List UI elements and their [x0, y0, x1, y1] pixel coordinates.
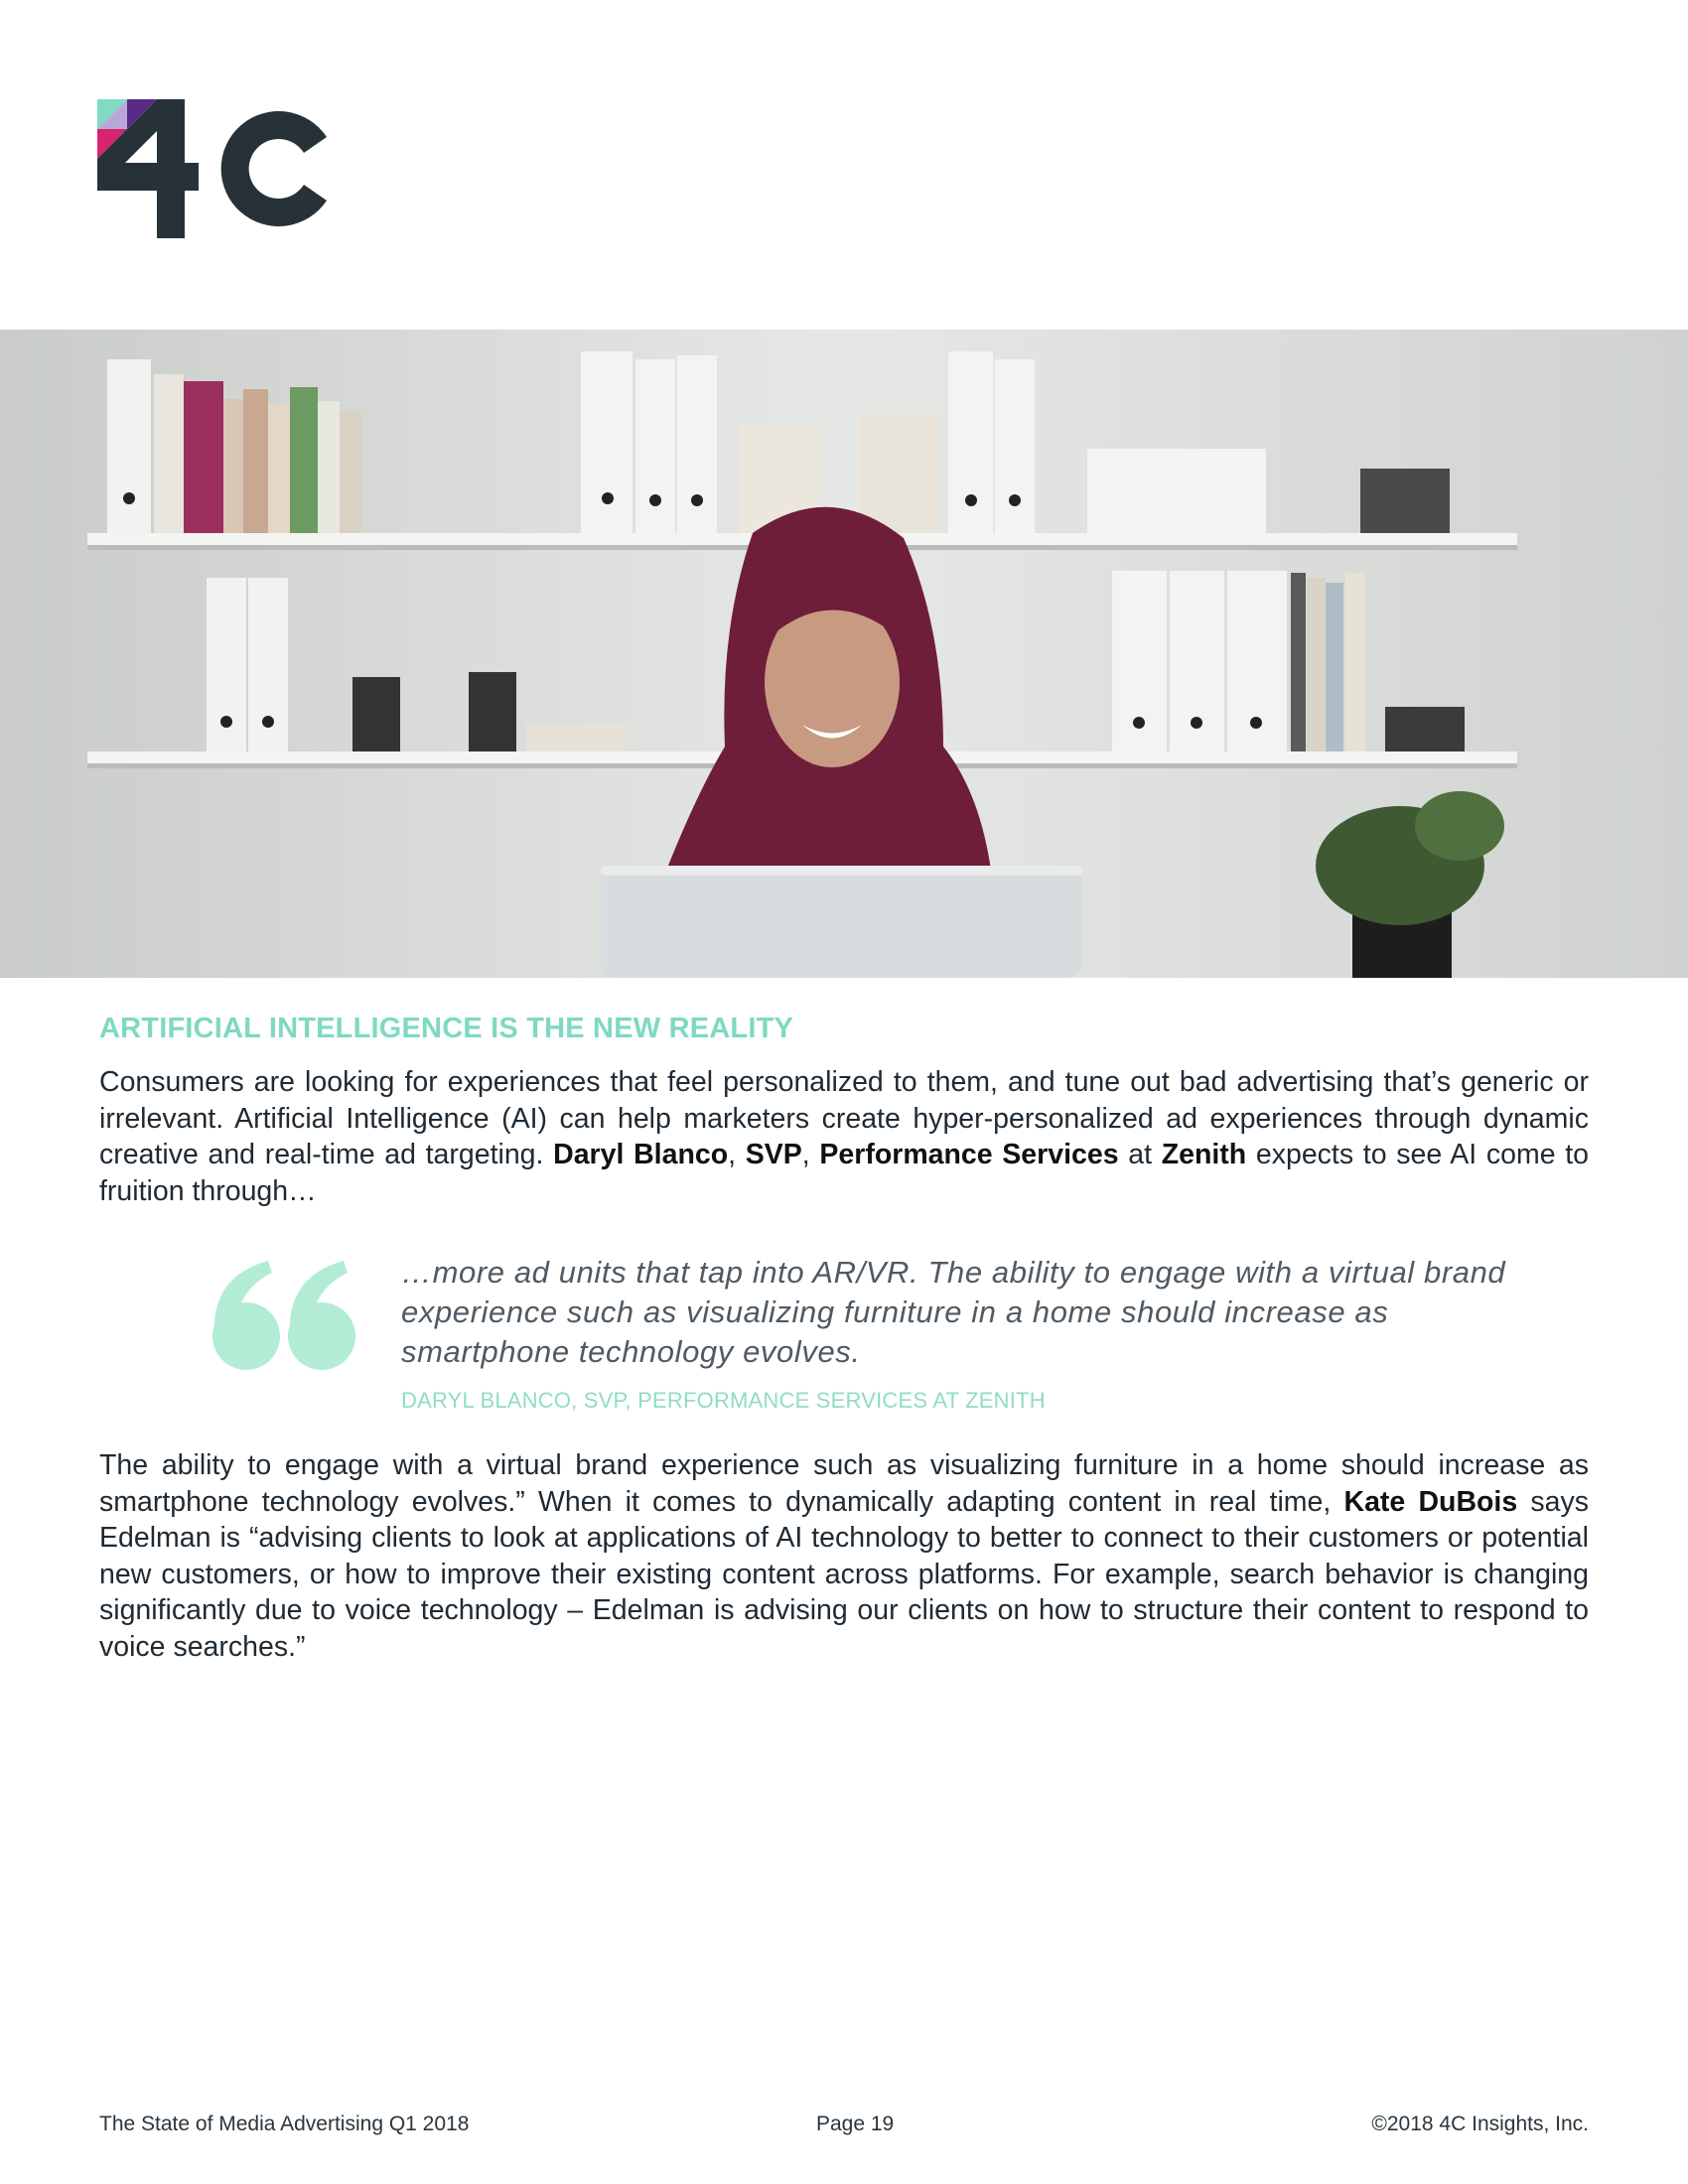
company-logo — [97, 99, 336, 248]
page-number: Page 19 — [816, 2113, 895, 2135]
company-name: Zenith — [1161, 1139, 1247, 1170]
intro-paragraph: Consumers are looking for experiences that feel personalized to them, and tune out bad advertising that’s generic or irrelevant. Artificial Intelligence (AI) can help marketers create hyper-personalized ad experiences through dynamic creative and real-time ad targeting. Daryl Blanco, SVP, Performance Services at Zenith expects to see AI come to fruition through… — [99, 1066, 1590, 1207]
person-name: Daryl Blanco — [553, 1139, 729, 1170]
department: Performance Services — [819, 1139, 1119, 1170]
hero-photo — [0, 330, 1688, 978]
pull-quote: …more ad units that tap into AR/VR. The ability to engage with a virtual brand experience such as visualizing furniture in a home should increase as smartphone technology evolves. — [401, 1255, 1506, 1369]
quote-attribution: DARYL BLANCO, SVP, PERFORMANCE SERVICES AT ZENITH — [401, 1388, 1046, 1413]
body-paragraph: The ability to engage with a virtual brand experience such as visualizing furniture in a home should increase as smartphone technology evolves.” When it comes to dynamically adapting content in real time, Kate DuBois says Edelman is “advising clients to look at applications of AI technology to better to connect to their customers or potential new customers, or how to improve their existing content across platforms. For example, search behavior is changing significantly due to voice technology – Edelman is advising our clients on how to structure their content to respond to voice searches.” — [99, 1449, 1589, 1663]
person-title: SVP — [745, 1139, 802, 1170]
section-title: ARTIFICIAL INTELLIGENCE IS THE NEW REALITY — [99, 1013, 794, 1044]
copyright: ©2018 4C Insights, Inc. — [1371, 2113, 1589, 2135]
footer-report-title: The State of Media Advertising Q1 2018 — [99, 2113, 470, 2135]
quote-mark-icon — [207, 1259, 365, 1378]
person-name: Kate DuBois — [1343, 1485, 1518, 1518]
